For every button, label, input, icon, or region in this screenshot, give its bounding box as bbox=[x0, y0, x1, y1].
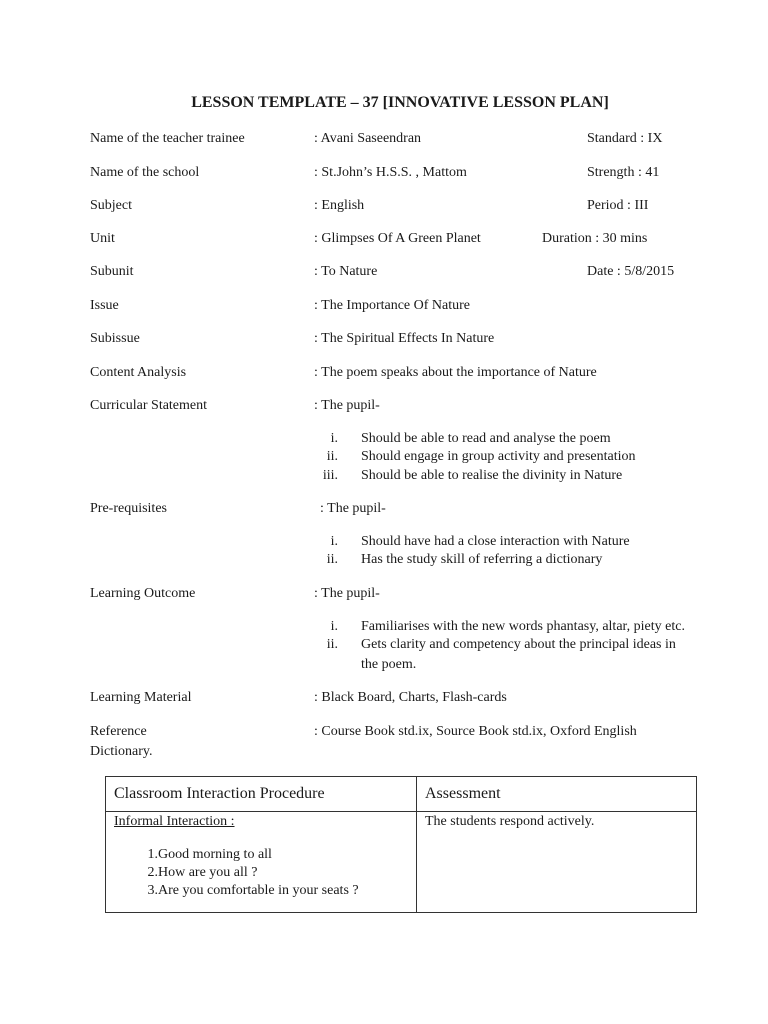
content-analysis-label: Content Analysis bbox=[90, 365, 187, 380]
curricular-label: Curricular Statement bbox=[90, 398, 208, 413]
teacher-row bbox=[0, 131, 768, 151]
subissue-label: Subissue bbox=[90, 331, 140, 346]
subissue-value: : The Spiritual Effects In Nature bbox=[314, 331, 495, 346]
list-item-text: Should be able to read and analyse the poem bbox=[361, 431, 611, 446]
curricular-value: : The pupil- bbox=[314, 398, 380, 413]
subunit-value: : To Nature bbox=[314, 264, 378, 279]
prereq-row bbox=[0, 501, 768, 521]
list-item-number: ii. bbox=[326, 449, 338, 464]
standard-value: Standard : IX bbox=[587, 131, 663, 146]
list-item bbox=[0, 552, 768, 572]
list-item-number: i. bbox=[330, 619, 338, 634]
list-item bbox=[114, 865, 414, 881]
content-analysis-value: : The poem speaks about the importance of Nature bbox=[314, 365, 597, 380]
duration-value: Duration : 30 mins bbox=[542, 231, 648, 246]
assessment-cell bbox=[417, 812, 697, 913]
informal-interaction-label: Informal Interaction : bbox=[114, 814, 235, 829]
list-item-text: Gets clarity and competency about the principal ideas in bbox=[361, 637, 676, 652]
list-item-text: Good morning to all bbox=[158, 847, 272, 862]
outcome-label: Learning Outcome bbox=[90, 586, 196, 601]
procedure-header: Classroom Interaction Procedure bbox=[106, 777, 417, 812]
teacher-value: : Avani Saseendran bbox=[314, 131, 422, 146]
list-item-number: 3. bbox=[147, 883, 158, 898]
issue-row bbox=[0, 298, 768, 318]
list-item bbox=[0, 534, 768, 554]
list-item-text: How are you all ? bbox=[158, 865, 258, 880]
material-value: : Black Board, Charts, Flash-cards bbox=[314, 690, 507, 705]
prereq-label: Pre-requisites bbox=[90, 501, 167, 516]
list-item-number: iii. bbox=[322, 468, 338, 483]
list-item bbox=[0, 431, 768, 451]
list-item bbox=[114, 883, 414, 899]
reference-row bbox=[0, 724, 768, 744]
list-item-number: i. bbox=[330, 431, 338, 446]
list-item-number: ii. bbox=[326, 637, 338, 652]
list-item-number: i. bbox=[330, 534, 338, 549]
school-value: : St.John’s H.S.S. , Mattom bbox=[314, 165, 467, 180]
table-header-row bbox=[106, 777, 697, 812]
unit-label: Unit bbox=[90, 231, 115, 246]
outcome-value: : The pupil- bbox=[314, 586, 380, 601]
date-value: Date : 5/8/2015 bbox=[587, 264, 675, 279]
teacher-label: Name of the teacher trainee bbox=[90, 131, 245, 146]
subject-row bbox=[0, 198, 768, 218]
outcome-row bbox=[0, 586, 768, 606]
list-item bbox=[0, 449, 768, 469]
list-item bbox=[114, 847, 414, 863]
unit-row bbox=[0, 231, 768, 251]
list-item-number: 2. bbox=[147, 865, 158, 880]
assessment-header: Assessment bbox=[417, 777, 697, 812]
prereq-value: : The pupil- bbox=[320, 501, 386, 516]
strength-value: Strength : 41 bbox=[587, 165, 660, 180]
reference-label-continuation: Dictionary. bbox=[90, 744, 153, 759]
reference-row-continuation bbox=[0, 744, 768, 764]
unit-value: : Glimpses Of A Green Planet bbox=[314, 231, 481, 246]
interaction-table bbox=[105, 776, 697, 913]
table-row bbox=[106, 812, 697, 913]
list-item-text: Has the study skill of referring a dictionary bbox=[361, 552, 603, 567]
issue-value: : The Importance Of Nature bbox=[314, 298, 471, 313]
material-row bbox=[0, 690, 768, 710]
list-item-text: Should engage in group activity and presentation bbox=[361, 449, 636, 464]
list-item bbox=[0, 619, 768, 639]
page-title: LESSON TEMPLATE – 37 [INNOVATIVE LESSON PLAN] bbox=[191, 94, 609, 111]
subject-value: : English bbox=[314, 198, 365, 213]
school-row bbox=[0, 165, 768, 185]
material-label: Learning Material bbox=[90, 690, 192, 705]
period-value: Period : III bbox=[587, 198, 649, 213]
issue-label: Issue bbox=[90, 298, 119, 313]
list-item-number: 1. bbox=[147, 847, 158, 862]
assessment-text: The students respond actively. bbox=[425, 814, 595, 829]
content-analysis-row bbox=[0, 365, 768, 385]
list-item-number: ii. bbox=[326, 552, 338, 567]
reference-value: : Course Book std.ix, Source Book std.ix, Oxford English bbox=[314, 724, 637, 739]
list-item-text: the poem. bbox=[361, 657, 417, 672]
list-item-text: Should have had a close interaction with Nature bbox=[361, 534, 630, 549]
curricular-row bbox=[0, 398, 768, 418]
subunit-row bbox=[0, 264, 768, 284]
list-item bbox=[0, 468, 768, 488]
subunit-label: Subunit bbox=[90, 264, 134, 279]
list-item bbox=[0, 637, 768, 657]
list-item-text: Should be able to realise the divinity in Nature bbox=[361, 468, 623, 483]
reference-label: Reference bbox=[90, 724, 147, 739]
list-item-text: Familiarises with the new words phantasy, altar, piety etc. bbox=[361, 619, 685, 634]
subissue-row bbox=[0, 331, 768, 351]
list-item-text: Are you comfortable in your seats ? bbox=[158, 883, 359, 898]
subject-label: Subject bbox=[90, 198, 132, 213]
procedure-cell bbox=[106, 812, 417, 913]
list-item-continuation bbox=[0, 657, 768, 677]
school-label: Name of the school bbox=[90, 165, 200, 180]
